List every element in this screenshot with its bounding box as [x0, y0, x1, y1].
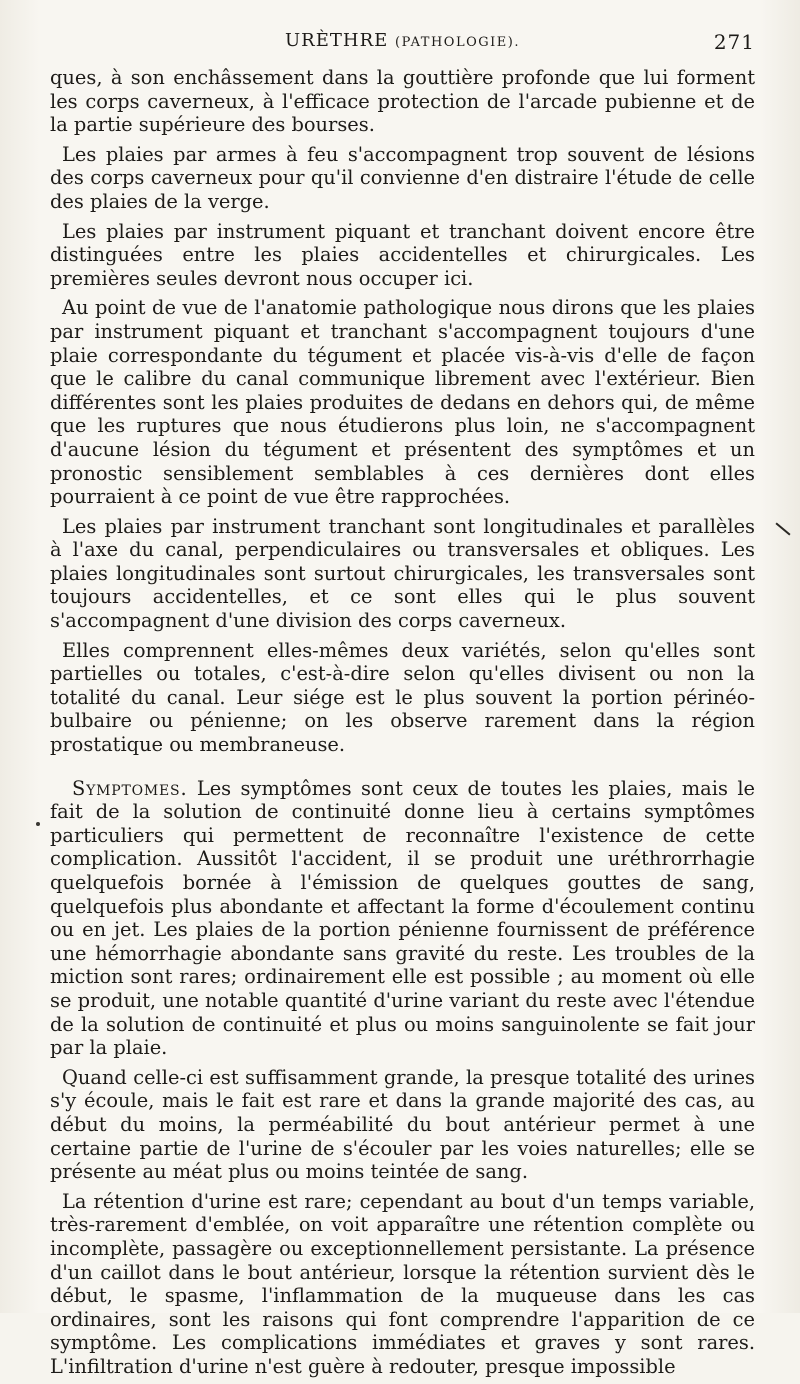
margin-mark — [775, 522, 790, 535]
page-header — [50, 30, 755, 62]
paragraph: Les plaies par instrument tranchant sont longitudinales et parallèles à l'axe du canal, perpendiculaires ou transversales et obliques. Les plaies longitudinales sont surtout chirurgicales, les transversales sont toujours accidentelles, et ce sont elles qui le plus souvent s'accompagnent d'une division des corps caverneux. — [50, 514, 755, 633]
paragraph-text: Les symptômes sont ceux de toutes les plaies, mais le fait de la solution de continuité donne lieu à certains symptômes particuliers qui permettent de reconnaître l'existence de cette complication. Aussitôt l'accident, il se produit une uréthrorrhagie quelquefois bornée à l'émission de quelques gouttes de sang, quelquefois plus abondante et affectant la forme d'écoulement continu ou en jet. Les plaies de la portion pénienne fournissent de préférence une hémorrhagie abondante sans gravité du reste. Les troubles de la miction sont rares; ordinairement elle est possible ; au moment où elle se produit, une notable quantité d'urine variant du reste avec l'étendue de la solution de continuité et plus ou moins sanguinolente se fait jour par la plaie. — [50, 776, 755, 1060]
paragraph: Elles comprennent elles-mêmes deux variétés, selon qu'elles sont partielles ou totales, c'est-à-dire selon qu'elles divisent ou non la totalité du canal. Leur siége est le plus souvent la portion périnéo-bulbaire ou pénienne; on les observe rarement dans la région prostatique ou membraneuse. — [50, 638, 755, 757]
section-symptomes — [50, 777, 755, 1060]
paragraph: Quand celle-ci est suffisamment grande, la presque totalité des urines s'y écoule, mais le fait est rare et dans la grande majorité des cas, au début du moins, la perméabilité du bout antérieur permet à une certaine partie de l'urine de s'écouler par les voies naturelles; elle se présente au méat plus ou moins teintée de sang. — [50, 1065, 755, 1184]
paragraph: La rétention d'urine est rare; cependant au bout d'un temps variable, très-rarement d'emblée, on voit apparaître une rétention complète ou incomplète, passagère ou exceptionnellement persistante. La présence d'un caillot dans le bout antérieur, lorsque la rétention survient dès le début, le spasme, l'inflammation de la muqueuse dans les cas ordinaires, sont les raisons qui font comprendre l'apparition de ce symptôme. Les complications immédiates et graves y sont rares. L'infiltration d'urine n'est guère à redouter, presque impossible — [50, 1189, 755, 1378]
paragraph: ques, à son enchâssement dans la gouttière profonde que lui forment les corps caverneux, à l'efficace protection de l'arcade pubienne et de la partie supérieure des bourses. — [50, 66, 755, 137]
margin-dot — [36, 822, 40, 826]
running-title-main: URÈTHRE — [285, 30, 389, 51]
paragraph: Les plaies par armes à feu s'accompagnent trop souvent de lésions des corps caverneux pour qu'il convienne d'en distraire l'étude de celle des plaies de la verge. — [50, 142, 755, 213]
paragraph: Au point de vue de l'anatomie pathologique nous dirons que les plaies par instrument piquant et tranchant s'accompagnent toujours d'une plaie correspondante du tégument et placée vis-à-vis d'elle de façon que le calibre du canal communique librement avec l'extérieur. Bien différentes sont les plaies produites de dedans en dehors qui, de même que les ruptures que nous étudierons plus loin, ne s'accompagnent d'aucune lésion du tégument et présentent des symptômes et un pronostic sensiblement semblables à ces dernières dont elles pourraient à ce point de vue être rapprochées. — [50, 296, 755, 509]
paragraph: Les plaies par instrument piquant et tranchant doivent encore être distinguées entre les plaies accidentelles et chirurgicales. Les premières seules devront nous occuper ici. — [50, 219, 755, 290]
running-title-subtitle: (PATHOLOGIE). — [395, 35, 520, 50]
running-title — [50, 30, 755, 51]
page-number: 271 — [713, 30, 755, 54]
section-heading: Symptomes. — [72, 776, 188, 800]
body-text — [50, 66, 755, 1384]
